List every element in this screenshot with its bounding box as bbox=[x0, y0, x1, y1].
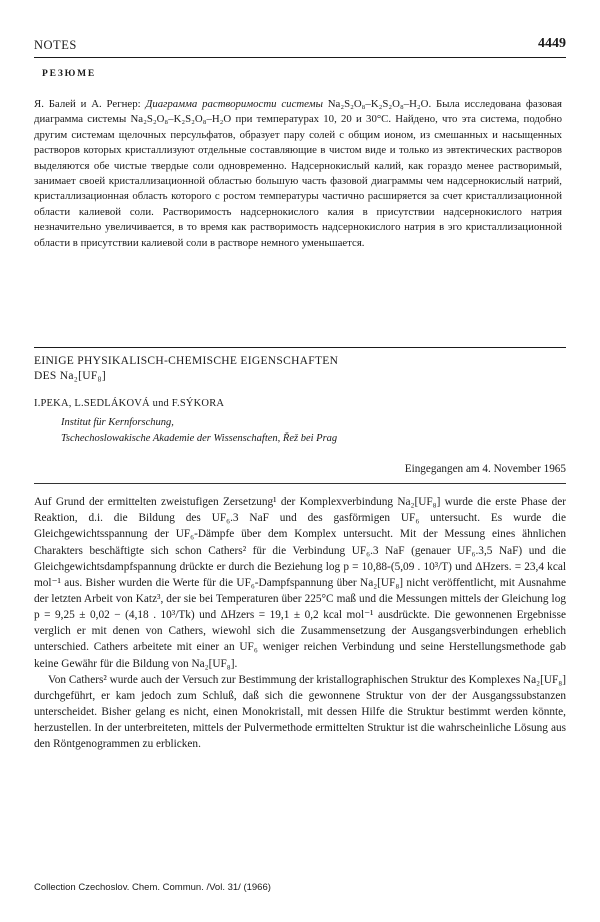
article-authors: I.PEKA, L.SEDLÁKOVÁ und F.SÝKORA bbox=[34, 398, 225, 410]
header-rule bbox=[34, 57, 566, 58]
resume-heading: РЕЗЮМЕ bbox=[42, 69, 97, 79]
received-date: Eingegangen am 4. November 1965 bbox=[404, 463, 566, 476]
page bbox=[34, 36, 566, 753]
running-header bbox=[34, 36, 566, 56]
article-body bbox=[34, 494, 566, 753]
section-rule bbox=[34, 347, 566, 348]
resume-authors: Я. Балей и А. Регнер: bbox=[34, 98, 141, 110]
article-title-line1: EINIGE PHYSIKALISCH-CHEMISCHE EIGENSCHAFTEN bbox=[34, 355, 339, 368]
body-paragraph-1: Auf Grund der ermittelten zweistufigen Zersetzung¹ der Komplexverbindung Na₂[UF₈] wurde die erste Phase der Reaktion, d.i. die Bildung des UF₆.3 NaF und des gasförmigen UF₆ untersucht. Es wurde die Gleichgewichtsspannung der UF₆-Dämpfe über dem Komplex untersucht. Mit der Messung eines ähnlichen Charakters beschäftigte sich schon Cathers² für die Verbindung UF₆.3 NaF (genauer UF₆.3,5 NaF) und die Gleichgewichtsdampfspannung drückte er durch die Beziehung log p = 10,88-(5,09 . 10³/T) und ΔHzers. = 23,4 kcal mol⁻¹ aus. Bisher wurden die Werte für die UF₆-Dampfspannung über Na₂[UF₈] nicht veröffentlicht, mit Ausnahme der letzten Arbeit von Katz³, der sie bei Temperaturen über 225°C maß und die Messungen mittels der Gleichung log p = 9,25 ± 0,02 − (4,18 . 10³/Tk) und ΔHzers = 19,1 ± 0,2 kcal mol⁻¹ ausdrückte. Die gewonnenen Ergebnisse verglich er mit denen von Cathers, wiewohl sich die Zusammensetzung der Ausgangsverbindungen erheblich unterschied. Cathers arbeitete mit einer an UF₆ weniger reichen Verbindung und seine Herstellungsmethode gab keine Gewähr für die Bildung von Na₂[UF₈]. bbox=[34, 496, 566, 670]
journal-citation: Collection Czechoslov. Chem. Commun. /Vol. 31/ (1966) bbox=[34, 882, 271, 893]
article-title-line2: DES Na₂[UF₈] bbox=[34, 370, 106, 383]
page-number: 4449 bbox=[538, 36, 566, 51]
article-title bbox=[34, 354, 566, 384]
resume-formula: Na₂S₂O₈–K₂S₂O₈–H₂O. bbox=[327, 98, 432, 110]
section-label: NOTES bbox=[34, 38, 77, 52]
resume-abstract bbox=[34, 97, 562, 251]
affiliation-line2: Tschechoslowakische Akademie der Wissenschaften, Řež bei Prag bbox=[61, 433, 338, 445]
affiliation-line1: Institut für Kernforschung, bbox=[61, 417, 174, 429]
received-rule bbox=[34, 483, 566, 484]
body-paragraph-2: Von Cathers² wurde auch der Versuch zur Bestimmung der kristallographischen Struktur des Komplexes Na₂[UF₈] durchgeführt, er kam jedoch zum Schluß, daß sich die gewonnene Struktur von der der Ausgangssubstanzen unterscheidet. Bisher gelang es nicht, einen Monokristall, mit dessen Hilfe die Struktur bestimmt werden könnte, herzustellen. In der unterbreiteten, mittels der Pulvermethode ermittelten Struktur ist die wahrscheinliche Lösung aus den Röntgenogrammen zu erblicken. bbox=[34, 673, 566, 751]
article-affiliation bbox=[61, 415, 566, 447]
resume-title: Диаграмма растворимости системы bbox=[145, 98, 323, 110]
resume-text: Была исследована фазовая диаграмма системы Na₂S₂O₈–K₂S₂O₈–H₂O при температурах 10, 20 и 30°C. Найдено, что эта система, подобно другим системам щелочных персульфатов, образует пару солей с общим ионом, из смешанных и насыщенных растворов которых кристаллизуют отдельные составляющие в чистом виде и только из эвтектических растворов выделяются обе чистые твердые соли одновременно. Надсернокислый калий, как гораздо менее растворимый, занимает своей кристаллизационной областью большую часть фазовой диаграммы чем надсернокислый натрий, кристаллизационная область которого с ростом температуры частично расширяется за счет кристаллизационной области калиевой соли. Растворимость надсернокислого калия в присутствии надсернокислого натрия незначительно увеличивается, в то время как растворимость надсернокислого натрия в эго кристаллизационной области в присутствии калиевой соли в растворе немного уменьшается. bbox=[34, 98, 563, 249]
